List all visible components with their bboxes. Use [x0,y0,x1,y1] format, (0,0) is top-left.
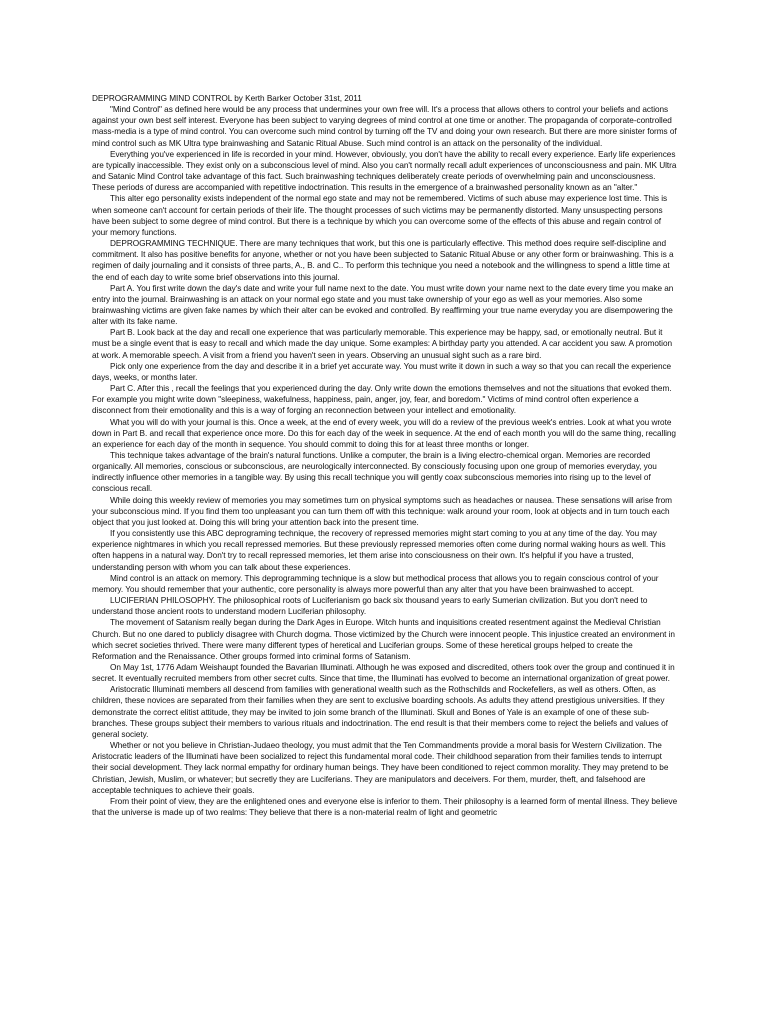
section-heading-paragraph: DEPROGRAMMING TECHNIQUE. There are many techniques that work, but this one is particularly effective. This method does require self-discipline and commitment. It also has positive benefits for anyone, whether or not you have been subjected to Satanic Ritual Abuse or any other form or brainwashing. This is a regimen of daily journaling and it consists of three parts, A., B. and C.. To perform this technique you need a notebook and the willingness to spend a little time at the end of each day to write some brief observations into this journal. [92,239,674,282]
paragraph: Aristocratic Illuminati members all descend from families with generational wealth such as the Rothschilds and Rockefellers, as well as others. Often, as children, these novices are separated from their families when they are sent to exclusive boarding schools. As adults they attend prestigious universities. If they demonstrate the correct elitist attitude, they may be invited to join some branch of the Illuminati. Skull and Bones of Yale is an example of one of these sub-branches. These groups subject their members to various rituals and indoctrination. The end result is that their members come to reject the beliefs and values of general society. [92,685,668,739]
paragraph: On May 1st, 1776 Adam Weishaupt founded the Bavarian Illuminati. Although he was exposed and discredited, others took over the group and continued it in secret. It eventually recruited members from other secret cults. Since that time, the Illuminati has evolved to become an international organization of great power. [92,662,675,684]
paragraph: While doing this weekly review of memories you may sometimes turn on physical symptoms such as headaches or nausea. These sensations will arise from your subconscious mind. If you find them too unpleasant you can turn them off with this technique: walk around your room, look at objects and in turn touch each object that you just looked at. Doing this will bring your attention back into the present time. [92,495,672,527]
paragraph: Whether or not you believe in Christian-Judaeo theology, you must admit that the Ten Commandments provide a moral basis for Western Civilization. The Aristocratic leaders of the Illuminati have been socialized to reject this fundamental moral code. Their childhood separation from their families tends to interrupt their social development. They lack normal empathy for ordinary human beings. They have been conditioned to reject common morality. They may pretend to be Christian, Jewish, Muslim, or whatever; but secretly they are Luciferians. They are manipulators and deceivers. For them, murder, theft, and falsehood are acceptable techniques to achieve their goals. [92,741,669,795]
paragraph: If you consistently use this ABC deprograming technique, the recovery of repressed memories might start coming to you at any time of the day. You may experience nightmares in which you recall repressed memories. But these previously repressed memories often come during normal waking hours as well. This often happens in a natural way. Don't try to recall repressed memories, let them arise into consciousness on their own. It's helpful if you have a trusted, understanding person with whom you can talk about these experiences. [92,529,666,572]
paragraph: Part B. Look back at the day and recall one experience that was particularly memorable. This experience may be happy, sad, or emotionally neutral. But it must be a single event that is easy to recall and which made the day unique. Some examples: A birthday party you attended. A car accident you saw. A promotion at work. A memorable speech. A visit from a friend you haven't seen in years. Observing an unusual sight such as a rare bird. [92,328,673,360]
section-heading-paragraph: LUCIFERIAN PHILOSOPHY. The philosophical roots of Luciferianism go back six thousand years to early Sumerian civilization. But you don't need to understand those ancient roots to understand modern Luciferian philosophy. [92,596,648,617]
paragraph: Part C. After this , recall the feelings that you experienced during the day. Only write down the emotions themselves and not the situations that evoked them. For example you might write down "sleepiness, wakefulness, happiness, pain, anger, joy, fear, and boredom." Victims of mind control often experience a disconnect from their emotionality and this is a way of forging an reconnection between your intellect and emotionality. [92,384,672,416]
paragraph: Pick only one experience from the day and describe it in a brief yet accurate way. You must write it down in such a way so that you can recall the experience days, weeks, or months later. [92,361,672,382]
document-body [92,93,678,818]
document-title-line: DEPROGRAMMING MIND CONTROL by Kerth Barker October 31st, 2011 [92,94,362,103]
paragraph: What you will do with your journal is this. Once a week, at the end of every week, you will do a review of the previous week's entries. Look at what you wrote down in Part B. and recall that experience once more. Do this for each day of the week in sequence. At the end of each month you will do the same thing, recalling an experience for each day of the month in sequence. You should commit to doing this for at least three months or longer. [92,417,676,449]
paragraph: "Mind Control" as defined here would be any process that undermines your own free will. It's a process that allows others to control your beliefs and actions against your own best self interest. Everyone has been subject to varying degrees of mind control at one time or another. The propaganda of corporate-controlled mass-media is a type of mind control. You can overcome such mind control by turning off the TV and doing your own research. But there are more sinister forms of mind control such as MK Ultra type brainwashing and Satanic Ritual Abuse. Such mind control is an attack on the personality of the individual. [92,105,677,148]
paragraph: The movement of Satanism really began during the Dark Ages in Europe. Witch hunts and inquisitions created resentment against the Medieval Christian Church. But no one dared to publicly disagree with Church dogma. Those victimized by the Church were innocent people. This injustice created an environment in which secret societies thrived. There were many different types of heretical and Luciferian groups. Some of these heretical groups helped to create the Reformation and the Renaissance. Other groups formed into criminal forms of Satanism. [92,618,675,661]
paragraph: Mind control is an attack on memory. This deprogramming technique is a slow but methodical process that allows you to regain conscious control of your memory. You should remember that your authentic, core personality is always more powerful than any alter that you have been brainwashed to accept. [92,573,659,594]
paragraph: Everything you've experienced in life is recorded in your mind. However, obviously, you don't have the ability to recall every experience. Early life experiences are typically inaccessible. They exist only on a subconscious level of mind. Also you can't normally recall adult experiences of unconsciousness and pain. MK Ultra and Satanic Mind Control take advantage of this fact. Such brainwashing techniques deliberately create periods of overwhelming pain and unconsciousness. These periods of duress are accompanied with repetitive indoctrination. This results in the emergence of a brainwashed personality known as an "alter." [92,149,677,193]
paragraph: This technique takes advantage of the brain's natural functions. Unlike a computer, the brain is a living electro-chemical organ. Memories are recorded organically. All memories, conscious or subconscious, are neurologically interconnected. By consciously focusing upon one group of memories everyday, you indirectly influence other memories in a tangible way. By using this recall technique you will gently coax subconscious memories into rising up to the level of conscious recall. [92,451,657,494]
paragraph: From their point of view, they are the enlightened ones and everyone else is inferior to them. Their philosophy is a learned form of mental illness. They believe that the universe is made up of two realms: They believe that there is a non-material realm of light and geometric [92,796,678,817]
paragraph: This alter ego personality exists independent of the normal ego state and may not be remembered. Victims of such abuse may experience lost time. This is when someone can't account for certain periods of their life. The thought processes of such victims may be permanently distorted. Many unsuspecting persons have been subject to some degree of mind control. But there is a technique by which you can overcome some of the effects of this abuse and regain control of your memory functions. [92,194,668,237]
paragraph: Part A. You first write down the day's date and write your full name next to the date. You must write down your name next to the date every time you make an entry into the journal. Brainwashing is an attack on your normal ego state and you must take ownership of your ego as well as your memories. Also some brainwashing victims are given fake names by which their alter can be evoked and controlled. By reaffirming your true name everyday you are disempowering the alter with its fake name. [92,283,674,327]
